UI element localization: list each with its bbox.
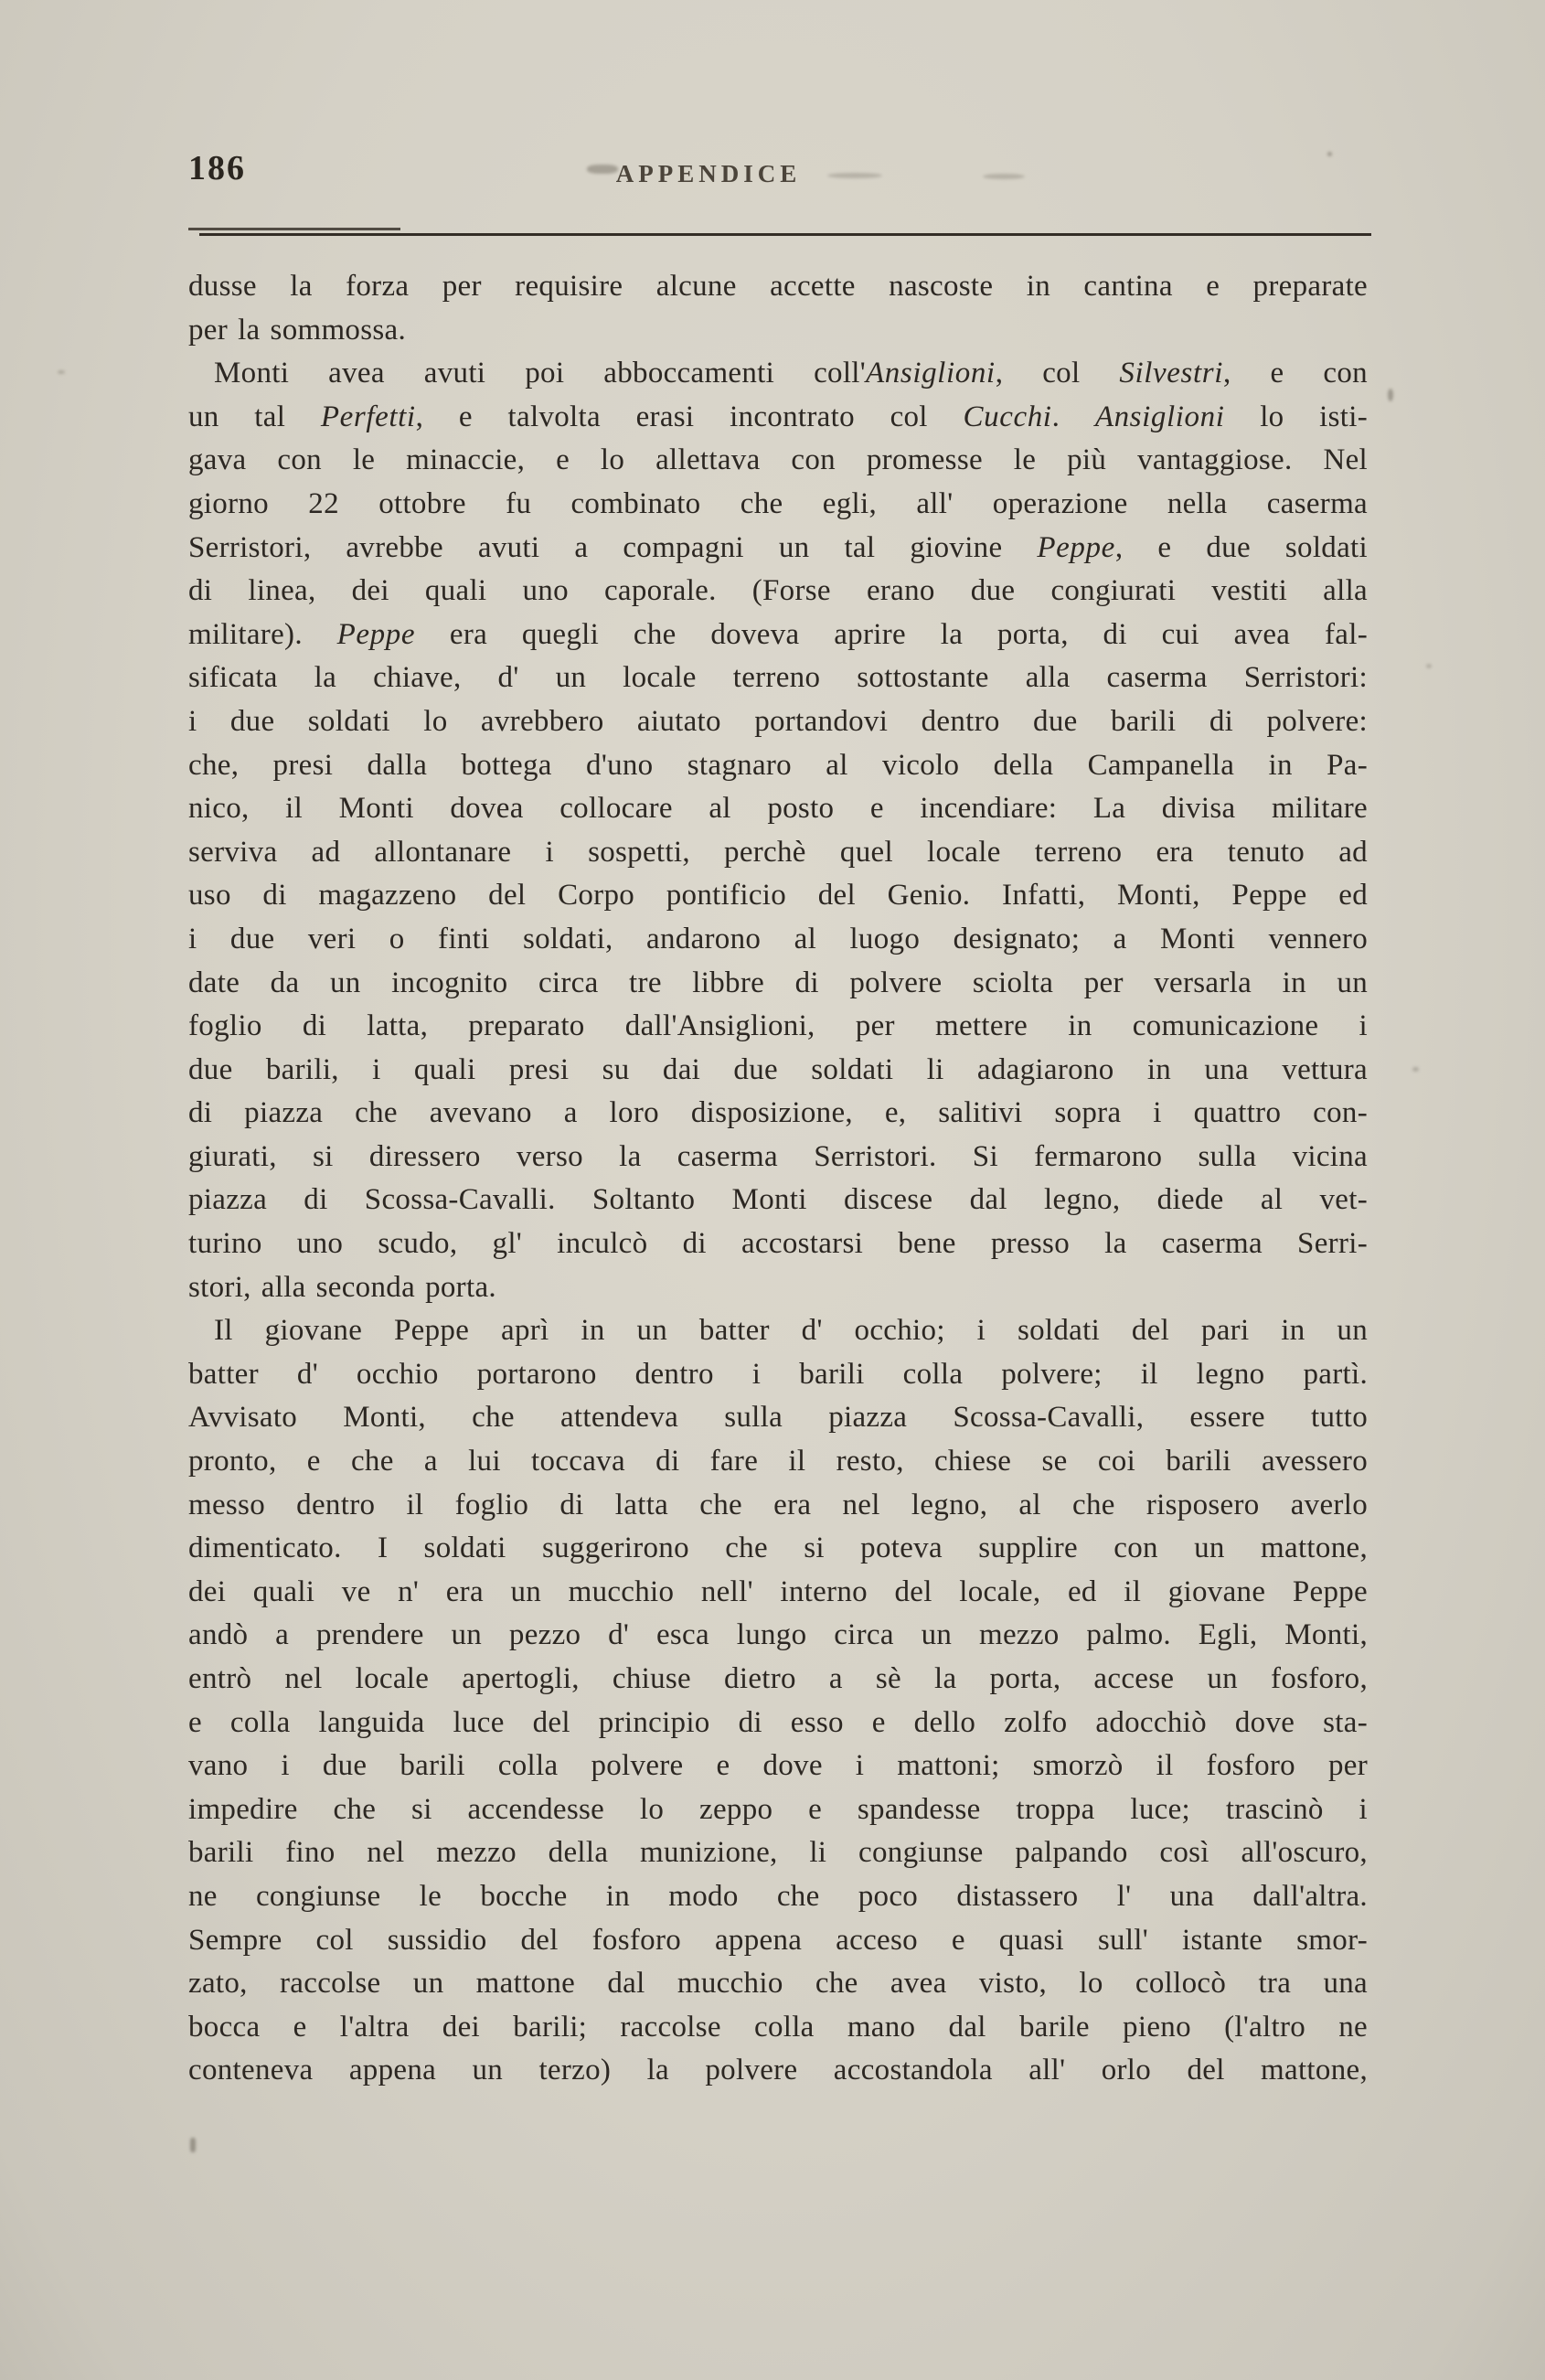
scan-smudge: [190, 2138, 196, 2152]
text-line: stori, alla seconda porta.: [188, 1270, 496, 1304]
scan-smudge: [827, 173, 882, 178]
text-line: che, presi dalla bottega d'uno stagnaro al vicolo della Campanella in Pa-: [188, 748, 1368, 782]
text-line: di linea, dei quali uno caporale. (Forse erano due congiurati vestiti alla: [188, 574, 1368, 608]
text-line: militare). Peppe era quegli che doveva aprire la porta, di cui avea fal-: [188, 617, 1368, 651]
text-line: zato, raccolse un mattone dal mucchio che avea visto, lo collocò tra una: [188, 1967, 1368, 2001]
text-line: per la sommossa.: [188, 313, 407, 347]
text-line: giurati, si diressero verso la caserma Serristori. Si fermarono sulla vicina: [188, 1139, 1368, 1173]
text-line: ne congiunse le bocche in modo che poco distassero l' una dall'altra.: [188, 1879, 1368, 1913]
text-line: pronto, e che a lui toccava di fare il resto, chiese se coi barili avessero: [188, 1445, 1368, 1478]
running-header: APPENDICE: [615, 160, 802, 187]
scan-smudge: [1327, 152, 1332, 156]
text-line: dusse la forza per requisire alcune accette nascoste in cantina e preparate: [188, 270, 1368, 303]
text-block: [188, 265, 1368, 2093]
text-line: due barili, i quali presi su dai due soldati li adagiarono in una vettura: [188, 1052, 1368, 1086]
text-line: Sempre col sussidio del fosforo appena acceso e quasi sull' istante smor-: [188, 1923, 1368, 1957]
text-line: giorno 22 ottobre fu combinato che egli, all' operazione nella caserma: [188, 486, 1368, 520]
text-line: vano i due barili colla polvere e dove i mattoni; smorzò il fosforo per: [188, 1749, 1368, 1783]
text-line: messo dentro il foglio di latta che era nel legno, al che risposero averlo: [188, 1488, 1368, 1521]
header-rule-left-segment: [188, 228, 400, 230]
text-line: uso di magazzeno del Corpo pontificio del Genio. Infatti, Monti, Peppe ed: [188, 879, 1368, 913]
text-line: gava con le minaccie, e lo allettava con promesse le più vantaggiose. Nel: [188, 443, 1368, 477]
scan-smudge: [983, 174, 1025, 179]
text-line: Il giovane Peppe aprì in un batter d' occhio; i soldati del pari in un: [214, 1314, 1368, 1348]
text-line: di piazza che avevano a loro disposizione, e, salitivi sopra i quattro con-: [188, 1096, 1368, 1130]
text-line: date da un incognito circa tre libbre di polvere sciolta per versarla in un: [188, 966, 1368, 999]
text-line: dimenticato. I soldati suggerirono che si poteva supplire con un mattone,: [188, 1532, 1368, 1565]
text-line: e colla languida luce del principio di esso e dello zolfo adocchiò dove sta-: [188, 1705, 1368, 1739]
text-line: Serristori, avrebbe avuti a compagni un tal giovine Peppe, e due soldati: [188, 530, 1368, 564]
text-line: i due veri o finti soldati, andarono al luogo designato; a Monti vennero: [188, 922, 1368, 955]
text-line: turino uno scudo, gl' inculcò di accostarsi bene presso la caserma Serri-: [188, 1227, 1368, 1261]
scan-smudge: [587, 165, 618, 174]
text-line: impedire che si accendesse lo zeppo e spandesse troppa luce; trascinò i: [188, 1792, 1368, 1826]
text-line: sificata la chiave, d' un locale terreno sottostante alla caserma Serristori:: [188, 661, 1368, 695]
scan-smudge: [1388, 389, 1393, 401]
text-line: Monti avea avuti poi abboccamenti coll'Ansiglioni, col Silvestri, e con: [214, 357, 1368, 390]
text-line: barili fino nel mezzo della munizione, li congiunse palpando così all'oscuro,: [188, 1836, 1368, 1870]
text-line: dei quali ve n' era un mucchio nell' interno del locale, ed il giovane Peppe: [188, 1574, 1368, 1608]
text-line: nico, il Monti dovea collocare al posto e incendiare: La divisa militare: [188, 792, 1368, 826]
text-line: un tal Perfetti, e talvolta erasi incontrato col Cucchi. Ansiglioni lo isti-: [188, 400, 1368, 433]
text-line: serviva ad allontanare i sospetti, perchè quel locale terreno era tenuto ad: [188, 835, 1368, 869]
text-line: batter d' occhio portarono dentro i barili colla polvere; il legno partì.: [188, 1357, 1368, 1391]
text-line: i due soldati lo avrebbero aiutato portandovi dentro due barili di polvere:: [188, 704, 1368, 738]
scan-smudge: [1412, 1067, 1419, 1072]
page-number: 186: [188, 149, 246, 187]
text-line: andò a prendere un pezzo d' esca lungo circa un mezzo palmo. Egli, Monti,: [188, 1618, 1368, 1652]
text-line: bocca e l'altra dei barili; raccolse colla mano dal barile pieno (l'altro ne: [188, 2010, 1368, 2044]
scan-smudge: [58, 370, 65, 374]
text-line: Avvisato Monti, che attendeva sulla piazza Scossa-Cavalli, essere tutto: [188, 1401, 1368, 1435]
text-line: entrò nel locale apertogli, chiuse dietro a sè la porta, accese un fosforo,: [188, 1662, 1368, 1695]
header-rule: [199, 233, 1371, 236]
text-line: foglio di latta, preparato dall'Ansiglioni, per mettere in comunicazione i: [188, 1009, 1368, 1043]
text-line: piazza di Scossa-Cavalli. Soltanto Monti discese dal legno, diede al vet-: [188, 1183, 1368, 1217]
scan-smudge: [1426, 664, 1432, 668]
text-line: conteneva appena un terzo) la polvere accostandola all' orlo del mattone,: [188, 2054, 1368, 2087]
